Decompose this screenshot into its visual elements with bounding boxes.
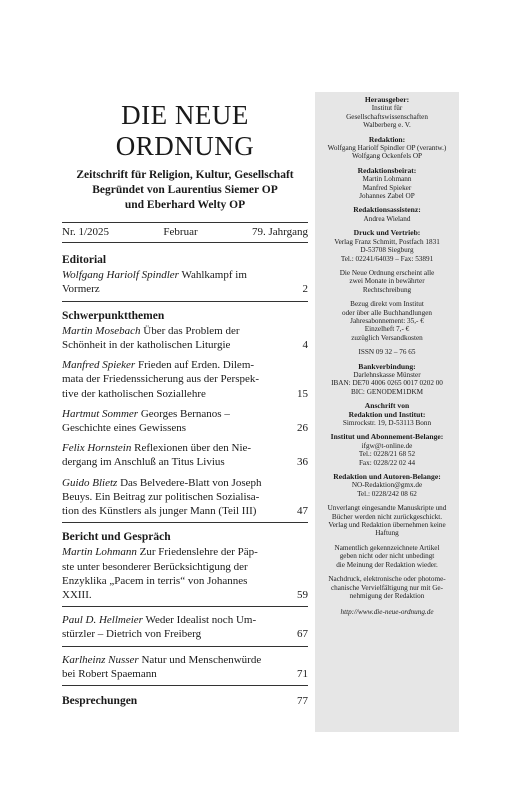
toc-title: Über das Problem der bbox=[140, 324, 240, 337]
section-heading: Besprechungen bbox=[62, 695, 138, 708]
imprint-line: Jahresabonnement: 35,- € bbox=[350, 316, 424, 325]
toc-title: dergang im Anschluß an Titus Livius bbox=[62, 456, 225, 469]
toc-title: Georges Bernanos – bbox=[138, 407, 230, 420]
subtitle-line: Begründet von Laurentius Siemer OP bbox=[92, 184, 278, 196]
title-line: ORDNUNG bbox=[115, 131, 255, 161]
imprint-line: Namentlich gekennzeichnete Artikel bbox=[334, 543, 440, 552]
imprint-line: geben nicht oder nicht unbedingt bbox=[339, 552, 435, 561]
toc-title: Enzyklika „Pacem in terris“ von Johannes bbox=[62, 574, 248, 587]
imprint-line: Unverlangt eingesandte Manuskripte und bbox=[327, 504, 447, 513]
imprint-line: Gesellschaftswissenschaften bbox=[346, 112, 428, 121]
imprint-label: Anschrift von bbox=[364, 401, 410, 411]
imprint-line: Verlag Franz Schmitt, Postfach 1831 bbox=[334, 237, 440, 246]
imprint-line: Walberberg e. V. bbox=[363, 121, 411, 130]
toc-title: XXIII. bbox=[62, 589, 92, 602]
imprint-subscription-contact bbox=[315, 433, 459, 467]
toc-page: 4 bbox=[302, 339, 308, 352]
toc-title: Wahlkampf im bbox=[178, 269, 247, 282]
toc-entry[interactable] bbox=[62, 268, 308, 296]
imprint-label: Redaktionsbeirat: bbox=[357, 165, 417, 175]
imprint-line: Wolfgang Ockenfels OP bbox=[351, 152, 423, 161]
toc-title: Das Belvedere-Blatt von Joseph bbox=[117, 476, 262, 489]
subtitle-line: und Eberhard Welty OP bbox=[124, 199, 246, 211]
imprint-line: zwei Monate in bewährter bbox=[349, 277, 425, 286]
imprint-note-opinion bbox=[315, 544, 459, 569]
imprint-line: Martin Lohmann bbox=[362, 175, 412, 184]
imprint-assistant bbox=[315, 206, 459, 223]
imprint-line: BIC: GENODEM1DKM bbox=[350, 387, 424, 396]
imprint-label: Bankverbindung: bbox=[358, 361, 416, 371]
toc-author: Felix Hornstein bbox=[62, 442, 132, 455]
imprint-line: nehmigung der Redaktion bbox=[349, 591, 425, 600]
imprint-line: Johannes Zabel OP bbox=[359, 192, 415, 201]
imprint-label: Redaktion und Autoren-Belange: bbox=[333, 472, 441, 482]
table-of-contents bbox=[62, 253, 308, 708]
imprint-line: Tel.: 0228/242 08 62 bbox=[357, 489, 417, 498]
imprint-frequency bbox=[315, 269, 459, 294]
journal-title bbox=[62, 100, 308, 162]
imprint-line: Institut für bbox=[371, 104, 403, 113]
imprint-label: Redaktionsassistenz: bbox=[353, 205, 421, 215]
imprint-note-manuscripts bbox=[315, 504, 459, 538]
imprint-line: D-53708 Siegburg bbox=[360, 246, 414, 255]
imprint-line: Verlag und Redaktion übernehmen keine bbox=[328, 521, 446, 530]
toc-title: Geschichte eines Gewissens bbox=[62, 422, 187, 435]
toc-title: ste unter besonderer Berücksichtigung der bbox=[62, 560, 248, 573]
toc-entry[interactable] bbox=[62, 358, 308, 401]
toc-page: 71 bbox=[297, 667, 308, 680]
journal-subtitle bbox=[62, 168, 308, 213]
toc-author: Karlheinz Nusser bbox=[62, 653, 139, 666]
divider bbox=[62, 522, 308, 523]
imprint-line: Andrea Wieland bbox=[363, 214, 411, 223]
issue-number: Nr. 1/2025 bbox=[62, 226, 110, 238]
imprint-line: Nachdruck, elektronische oder photome- bbox=[328, 575, 446, 584]
imprint-subscription bbox=[315, 300, 459, 342]
imprint-line: Tel.: 0228/21 68 52 bbox=[358, 450, 416, 459]
imprint-line: Die Neue Ordnung erscheint alle bbox=[339, 268, 435, 277]
imprint-note-reprint bbox=[315, 575, 459, 600]
toc-author: Paul D. Hellmeier bbox=[62, 614, 143, 627]
toc-title: Reflexionen über den Nie- bbox=[131, 442, 252, 455]
imprint-line: oder über alle Buchhandlungen bbox=[341, 308, 432, 317]
toc-page: 36 bbox=[297, 456, 308, 469]
toc-page: 26 bbox=[297, 422, 308, 435]
toc-entry[interactable] bbox=[62, 441, 308, 469]
imprint-printing bbox=[315, 229, 459, 263]
imprint-line: chanische Vervielfältigung nur mit Ge- bbox=[330, 583, 444, 592]
imprint-label: Herausgeber: bbox=[364, 95, 410, 104]
toc-title: tion des Künstlers als junger Mann (Teil III) bbox=[62, 505, 257, 518]
imprint-line: ISSN 09 32 – 76 65 bbox=[358, 348, 416, 357]
title-line: DIE NEUE bbox=[121, 100, 249, 130]
imprint-line: Simrockstr. 19, D-53113 Bonn bbox=[342, 419, 432, 427]
imprint-author-contact bbox=[315, 473, 459, 498]
toc-entry[interactable] bbox=[62, 613, 308, 641]
toc-title: bei Robert Spaemann bbox=[62, 667, 157, 680]
toc-title: Schönheit in der katholischen Liturgie bbox=[62, 339, 231, 352]
imprint-editors bbox=[315, 136, 459, 161]
email-link[interactable]: NO-Redaktion@gmx.de bbox=[351, 481, 423, 490]
toc-author: Martin Mosebach bbox=[62, 324, 141, 337]
toc-entry[interactable] bbox=[62, 694, 308, 708]
imprint-line: die Meinung der Redaktion wieder. bbox=[336, 560, 438, 569]
divider bbox=[62, 685, 308, 686]
imprint-issn bbox=[315, 348, 459, 356]
imprint-line: Rechtschreibung bbox=[362, 285, 412, 294]
toc-title: Beuys. Ein Beitrag zur politischen Sozialisa- bbox=[62, 490, 260, 503]
imprint-label: Druck und Vertrieb: bbox=[353, 228, 421, 238]
toc-entry[interactable] bbox=[62, 407, 308, 435]
toc-page: 67 bbox=[297, 628, 308, 641]
imprint-publisher bbox=[315, 96, 459, 130]
toc-page: 47 bbox=[297, 505, 308, 518]
imprint-line: Bücher werden nicht zurückgeschickt. bbox=[331, 512, 443, 521]
imprint-label: Redaktion und Institut: bbox=[348, 409, 426, 419]
divider bbox=[62, 301, 308, 302]
section-heading: Bericht und Gespräch bbox=[62, 531, 171, 544]
imprint-line: Bezug direkt vom Institut bbox=[350, 300, 424, 309]
imprint-label: Institut und Abonnement-Belange: bbox=[330, 432, 444, 442]
toc-title: stürzler – Dietrich von Freiberg bbox=[62, 628, 202, 641]
imprint-address bbox=[315, 402, 459, 427]
toc-page: 2 bbox=[302, 283, 308, 296]
toc-title: Frieden auf Erden. Dilem- bbox=[135, 359, 255, 372]
toc-title: tive der katholischen Soziallehre bbox=[62, 387, 206, 400]
toc-page: 15 bbox=[297, 387, 308, 400]
toc-author: Manfred Spieker bbox=[62, 359, 136, 372]
issue-month: Februar bbox=[163, 226, 198, 238]
imprint-label: Redaktion: bbox=[368, 134, 406, 144]
imprint-line: Einzelheft 7,- € bbox=[364, 325, 410, 334]
toc-entry[interactable] bbox=[62, 653, 308, 681]
toc-page: 59 bbox=[297, 589, 308, 602]
imprint-line: Wolfgang Hariolf Spindler OP (verantw.) bbox=[327, 144, 447, 153]
masthead-column bbox=[62, 100, 308, 708]
toc-title: Weder Idealist noch Um- bbox=[142, 614, 257, 627]
toc-author: Guido Blietz bbox=[62, 476, 118, 489]
toc-author: Wolfgang Hariolf Spindler bbox=[62, 269, 179, 282]
section-heading: Schwerpunktthemen bbox=[62, 309, 165, 322]
toc-entry[interactable] bbox=[62, 476, 308, 519]
imprint-line: Tel.: 02241/64039 – Fax: 53891 bbox=[340, 254, 434, 263]
imprint-board bbox=[315, 167, 459, 201]
toc-entry[interactable] bbox=[62, 324, 308, 352]
email-link[interactable]: ifgw@t-online.de bbox=[361, 441, 413, 450]
website-link[interactable]: http://www.die-neue-ordnung.de bbox=[340, 608, 434, 617]
imprint-line: Manfred Spieker bbox=[362, 183, 412, 192]
issue-bar bbox=[62, 222, 308, 243]
imprint-line: zuzüglich Versandkosten bbox=[351, 333, 423, 342]
toc-entry[interactable] bbox=[62, 545, 308, 602]
divider bbox=[62, 606, 308, 607]
imprint-line: IBAN: DE70 4006 0265 0017 0202 00 bbox=[331, 379, 443, 388]
imprint-line: Darlehnskasse Münster bbox=[353, 370, 421, 379]
imprint-column bbox=[315, 92, 459, 732]
issue-volume: 79. Jahrgang bbox=[251, 226, 308, 238]
toc-author: Hartmut Sommer bbox=[62, 407, 139, 420]
imprint-line: Fax: 0228/22 02 44 bbox=[358, 458, 416, 467]
section-heading: Editorial bbox=[62, 254, 107, 266]
toc-title: Vormerz bbox=[62, 283, 100, 296]
divider bbox=[62, 646, 308, 647]
toc-title: Zur Friedenslehre der Päp- bbox=[136, 546, 258, 559]
toc-title: Natur und Menschenwürde bbox=[138, 653, 262, 666]
toc-title: mata der Friedenssicherung aus der Perspek- bbox=[62, 373, 260, 386]
toc-page: 77 bbox=[297, 695, 308, 708]
imprint-bank bbox=[315, 363, 459, 397]
imprint-line: Haftung bbox=[375, 529, 399, 538]
toc-author: Martin Lohmann bbox=[62, 546, 137, 559]
subtitle-line: Zeitschrift für Religion, Kultur, Gesellschaft bbox=[76, 169, 294, 181]
